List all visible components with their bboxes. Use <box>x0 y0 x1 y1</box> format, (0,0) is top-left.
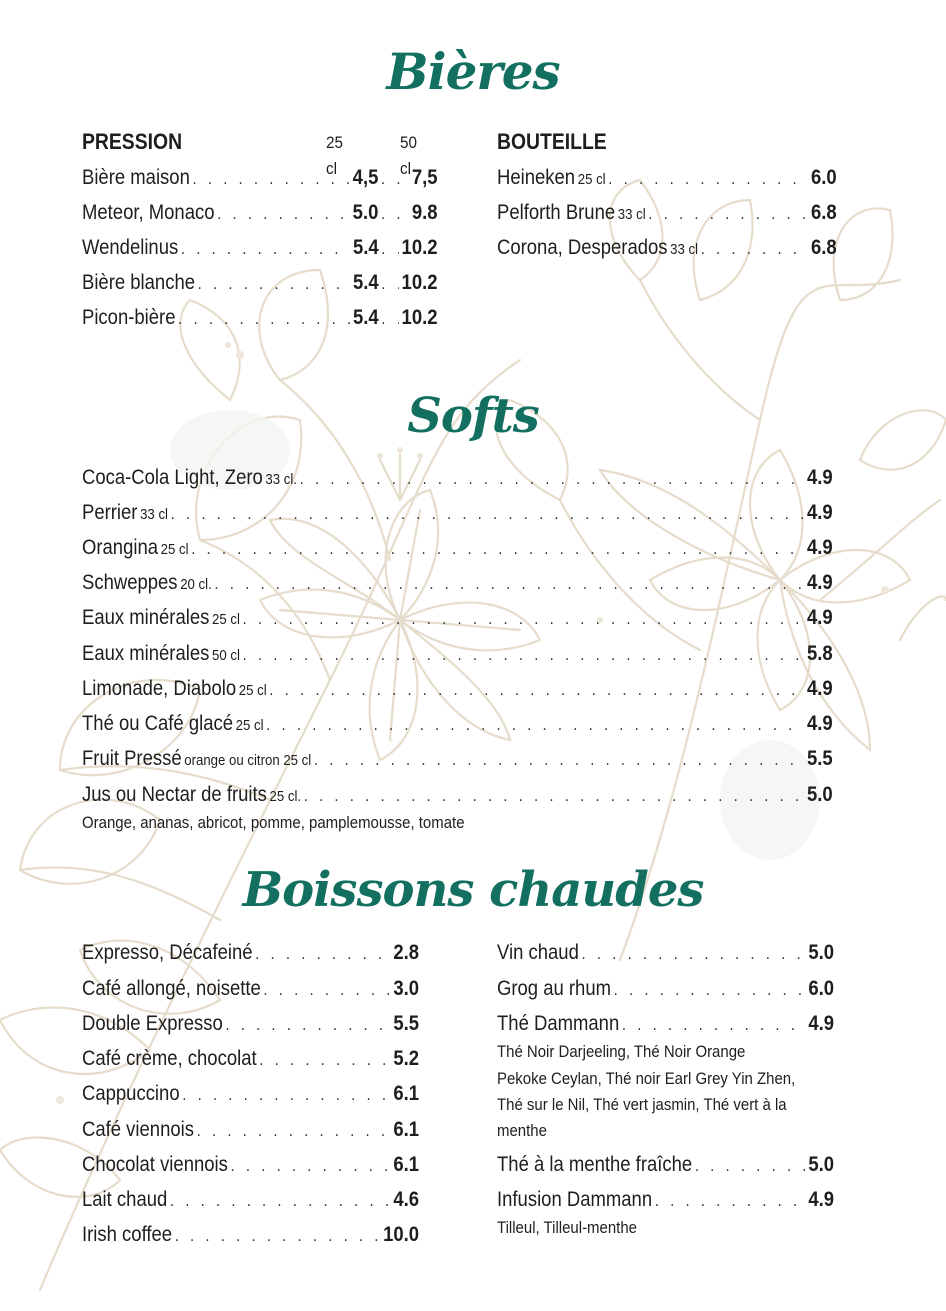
menu-row: Thé à la menthe fraîche . . . 5.0 <box>497 1152 834 1179</box>
menu-row: Chocolat viennois . . . 6.1 <box>82 1152 419 1179</box>
draft-heading: PRESSION <box>82 129 183 154</box>
menu-row: Heineken 25 cl . . . 6.0 <box>497 165 837 193</box>
menu-row: Cappuccino . . . 6.1 <box>82 1081 419 1108</box>
menu-row: Pelforth Brune 33 cl . . . 6.8 <box>497 200 837 228</box>
menu-row: Perrier 33 cl . . . 4.9 <box>82 500 833 528</box>
menu-row: Eaux minérales 25 cl . . . 4.9 <box>82 605 833 633</box>
hot-drinks-title: Boissons chaudes <box>242 862 704 918</box>
tea-note-line: menthe <box>497 1121 547 1140</box>
menu-row: Jus ou Nectar de fruits 25 cl. . . . 5.0 <box>82 782 833 810</box>
menu-row: Expresso, Décafeiné . . . 2.8 <box>82 940 419 967</box>
menu-row: Fruit Pressé orange ou citron 25 cl . . . 5.5 <box>82 746 833 774</box>
draft-col-50cl: 50 cl <box>400 133 418 178</box>
menu-row: Vin chaud . . . 5.0 <box>497 940 834 967</box>
menu-row: Lait chaud . . . 4.6 <box>82 1187 419 1214</box>
menu-row: Eaux minérales 50 cl . . . 5.8 <box>82 641 833 669</box>
menu-row: Orangina 25 cl . . . 4.9 <box>82 535 833 563</box>
menu-row: Irish coffee . . . 10.0 <box>82 1222 419 1249</box>
tea-note-line: Thé Noir Darjeeling, Thé Noir Orange <box>497 1042 746 1061</box>
menu-row: Coca-Cola Light, Zero 33 cl. . . . 4.9 <box>82 465 833 493</box>
menu-row: Infusion Dammann . . . 4.9 <box>497 1187 834 1214</box>
menu-row: Café viennois . . . 6.1 <box>82 1117 419 1144</box>
tea-note-line: Thé sur le Nil, Thé vert jasmin, Thé vert à la <box>497 1095 787 1114</box>
menu-row: Café allongé, noisette . . . 3.0 <box>82 976 419 1003</box>
menu-row: Bière maison . . . 4,5 . . . 7,5 <box>82 165 438 192</box>
menu-row: Thé Dammann . . . 4.9 <box>497 1011 834 1038</box>
menu-row: Wendelinus . . . 5.4 . . . 10.2 <box>82 235 438 262</box>
menu-row: Meteor, Monaco . . . 5.0 . . . 9.8 <box>82 200 438 227</box>
menu-row: Limonade, Diabolo 25 cl . . . 4.9 <box>82 676 833 704</box>
menu-row: Thé ou Café glacé 25 cl . . . 4.9 <box>82 711 833 739</box>
menu-row: Picon-bière . . . 5.4 . . . 10.2 <box>82 305 438 332</box>
softs-title: Softs <box>407 388 539 444</box>
infusion-note: Tilleul, Tilleul-menthe <box>497 1218 637 1237</box>
juice-note: Orange, ananas, abricot, pomme, pamplemousse, tomate <box>82 813 465 832</box>
tea-note-line: Pekoke Ceylan, Thé noir Earl Grey Yin Zhen, <box>497 1069 796 1088</box>
menu-row: Bière blanche . . . 5.4 . . . 10.2 <box>82 270 438 297</box>
draft-col-25cl: 25 cl <box>326 133 344 178</box>
menu-row: Café crème, chocolat . . . 5.2 <box>82 1046 419 1073</box>
menu-row: Corona, Desperados 33 cl . . . 6.8 <box>497 235 837 263</box>
menu-row: Double Expresso . . . 5.5 <box>82 1011 419 1038</box>
menu-row: Grog au rhum . . . 6.0 <box>497 976 834 1003</box>
beers-title: Bières <box>386 42 560 101</box>
menu-row: Schweppes 20 cl. . . . 4.9 <box>82 570 833 598</box>
bottle-heading: BOUTEILLE <box>497 129 607 154</box>
